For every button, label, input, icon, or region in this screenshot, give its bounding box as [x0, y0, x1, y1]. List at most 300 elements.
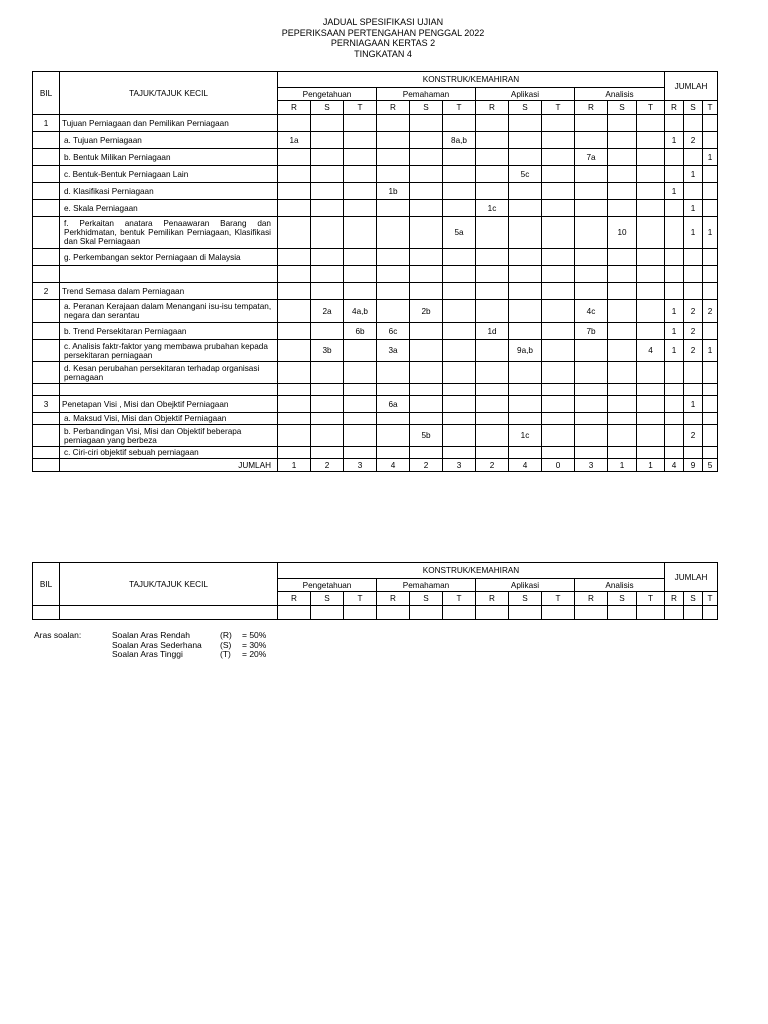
total-cell: 1 — [637, 459, 665, 472]
value-cell — [410, 323, 443, 340]
value-cell — [443, 362, 476, 384]
value-cell — [509, 200, 542, 217]
value-cell — [476, 340, 509, 362]
value-cell — [703, 362, 718, 384]
value-cell — [344, 283, 377, 300]
topic-text: d. Kesan perubahan persekitaran terhadap organisasi pernagaan — [64, 363, 260, 382]
value-cell: 1 — [703, 340, 718, 362]
value-cell — [542, 396, 575, 413]
value-cell — [311, 217, 344, 249]
value-cell: 1a — [278, 132, 311, 149]
total-cell: 4 — [665, 459, 684, 472]
note-value: = 20% — [242, 649, 267, 659]
value-cell — [637, 323, 665, 340]
value-cell — [575, 183, 608, 200]
value-cell — [703, 132, 718, 149]
value-cell — [311, 132, 344, 149]
topic-cell — [60, 217, 278, 249]
level-header: S — [410, 592, 443, 606]
total-cell: 4 — [377, 459, 410, 472]
bil-cell: 1 — [33, 115, 60, 132]
table-row — [33, 149, 718, 166]
group-header: Pengetahuan — [278, 88, 377, 101]
value-cell — [311, 396, 344, 413]
value-cell — [542, 200, 575, 217]
value-cell: 1d — [476, 323, 509, 340]
table-row — [33, 200, 718, 217]
value-cell — [608, 183, 637, 200]
value-cell — [637, 300, 665, 323]
value-cell — [476, 413, 509, 425]
value-cell — [703, 283, 718, 300]
value-cell — [665, 283, 684, 300]
value-cell: 3a — [377, 340, 410, 362]
value-cell: 2 — [684, 323, 703, 340]
topic-cell: d. Klasifikasi Perniagaan — [60, 183, 278, 200]
value-cell — [575, 166, 608, 183]
level-header: S — [684, 101, 703, 115]
topic-cell — [60, 425, 278, 447]
topic-cell: c. Bentuk-Bentuk Perniagaan Lain — [60, 166, 278, 183]
value-cell — [684, 115, 703, 132]
total-cell: 0 — [542, 459, 575, 472]
value-cell: 1c — [476, 200, 509, 217]
header-exam: PEPERIKSAAN PERTENGAHAN PENGGAL 2022 — [281, 27, 485, 38]
topic-cell — [60, 300, 278, 323]
value-cell — [665, 115, 684, 132]
topic-header: TAJUK/TAJUK KECIL — [60, 72, 278, 115]
value-cell — [443, 283, 476, 300]
value-cell: 2 — [684, 132, 703, 149]
value-cell — [476, 384, 509, 396]
value-cell: 3b — [311, 340, 344, 362]
value-cell — [509, 283, 542, 300]
value-cell — [344, 266, 377, 283]
bil-cell — [33, 425, 60, 447]
value-cell — [637, 384, 665, 396]
total-cell: 3 — [344, 459, 377, 472]
value-cell: 1 — [703, 217, 718, 249]
bil-cell — [33, 166, 60, 183]
value-cell — [377, 283, 410, 300]
total-cell: 3 — [575, 459, 608, 472]
value-cell: 6b — [344, 323, 377, 340]
value-cell — [410, 340, 443, 362]
value-cell — [542, 183, 575, 200]
value-cell — [278, 340, 311, 362]
value-cell — [703, 200, 718, 217]
topic-cell: b. Trend Persekitaran Perniagaan — [60, 323, 278, 340]
value-cell — [377, 115, 410, 132]
value-cell — [665, 413, 684, 425]
level-header: T — [703, 592, 718, 606]
value-cell — [665, 149, 684, 166]
value-cell — [377, 249, 410, 266]
value-cell — [278, 283, 311, 300]
value-cell — [542, 323, 575, 340]
value-cell — [344, 396, 377, 413]
bil-cell — [33, 249, 60, 266]
value-cell — [377, 149, 410, 166]
value-cell — [344, 425, 377, 447]
value-cell — [377, 447, 410, 459]
topic-cell — [60, 362, 278, 384]
value-cell — [311, 425, 344, 447]
topic-cell: b. Bentuk Milikan Perniagaan — [60, 149, 278, 166]
notes-label: Aras soalan: — [34, 630, 82, 640]
value-cell — [542, 283, 575, 300]
value-cell — [665, 217, 684, 249]
value-cell: 2 — [684, 340, 703, 362]
total-row — [33, 459, 718, 472]
value-cell: 1 — [703, 149, 718, 166]
topic-text: b. Perbandingan Visi, Misi dan Objektif beberapa perniagaan yang berbeza — [64, 426, 242, 445]
value-cell — [608, 384, 637, 396]
value-cell: 10 — [608, 217, 637, 249]
value-cell — [542, 249, 575, 266]
value-cell — [684, 362, 703, 384]
level-header: R — [476, 592, 509, 606]
value-cell — [575, 340, 608, 362]
topic-cell: a. Maksud Visi, Misi dan Objektif Perniagaan — [60, 413, 278, 425]
value-cell — [377, 200, 410, 217]
value-cell: 9a,b — [509, 340, 542, 362]
value-cell — [637, 413, 665, 425]
value-cell — [608, 249, 637, 266]
group-header: Analisis — [575, 579, 665, 592]
value-cell — [608, 447, 637, 459]
level-header: R — [575, 592, 608, 606]
level-header: S — [608, 592, 637, 606]
value-cell — [344, 183, 377, 200]
level-header: S — [311, 592, 344, 606]
value-cell: 8a,b — [443, 132, 476, 149]
bil-cell — [33, 149, 60, 166]
value-cell — [443, 384, 476, 396]
value-cell — [509, 396, 542, 413]
value-cell — [637, 425, 665, 447]
table-row — [33, 447, 718, 459]
value-cell — [410, 362, 443, 384]
value-cell — [377, 166, 410, 183]
total-cell: 9 — [684, 459, 703, 472]
value-cell — [311, 183, 344, 200]
topic-cell: Tujuan Perniagaan dan Pemilikan Perniagaan — [60, 115, 278, 132]
value-cell — [509, 149, 542, 166]
value-cell — [637, 396, 665, 413]
value-cell — [344, 200, 377, 217]
value-cell — [377, 362, 410, 384]
note-name: Soalan Aras Sederhana — [112, 639, 202, 650]
value-cell — [410, 217, 443, 249]
value-cell — [476, 217, 509, 249]
bil-cell — [33, 447, 60, 459]
value-cell: 1b — [377, 183, 410, 200]
value-cell — [637, 283, 665, 300]
value-cell — [311, 384, 344, 396]
group-header: Pemahaman — [377, 579, 476, 592]
value-cell — [377, 266, 410, 283]
value-cell — [410, 149, 443, 166]
value-cell — [443, 249, 476, 266]
table-row — [33, 362, 718, 384]
value-cell — [443, 200, 476, 217]
value-cell — [575, 249, 608, 266]
value-cell: 6c — [377, 323, 410, 340]
bil-cell — [33, 362, 60, 384]
value-cell — [542, 340, 575, 362]
bil-cell — [33, 384, 60, 396]
value-cell — [410, 132, 443, 149]
value-cell: 7a — [575, 149, 608, 166]
value-cell — [311, 362, 344, 384]
value-cell — [443, 115, 476, 132]
value-cell — [608, 396, 637, 413]
value-cell — [476, 362, 509, 384]
value-cell — [377, 300, 410, 323]
level-header: T — [443, 592, 476, 606]
value-cell — [509, 323, 542, 340]
value-cell — [278, 217, 311, 249]
value-cell — [608, 300, 637, 323]
value-cell — [637, 217, 665, 249]
level-header: T — [542, 101, 575, 115]
value-cell: 4a,b — [344, 300, 377, 323]
value-cell — [542, 115, 575, 132]
level-header: R — [575, 101, 608, 115]
value-cell — [703, 183, 718, 200]
total-cell: 2 — [311, 459, 344, 472]
note-name: Soalan Aras Tinggi — [112, 649, 183, 659]
value-cell — [684, 283, 703, 300]
value-cell — [575, 132, 608, 149]
value-cell — [311, 413, 344, 425]
level-header: T — [443, 101, 476, 115]
header-form: TINGKATAN 4 — [354, 48, 412, 59]
value-cell — [443, 340, 476, 362]
value-cell — [311, 200, 344, 217]
value-cell — [608, 166, 637, 183]
value-cell — [443, 425, 476, 447]
value-cell — [311, 323, 344, 340]
blank-specification-table — [32, 562, 718, 620]
value-cell — [665, 200, 684, 217]
level-header: R — [665, 101, 684, 115]
value-cell — [637, 149, 665, 166]
value-cell — [575, 447, 608, 459]
value-cell — [311, 266, 344, 283]
value-cell — [575, 396, 608, 413]
bil-cell — [33, 183, 60, 200]
table-row — [33, 340, 718, 362]
value-cell — [311, 115, 344, 132]
value-cell — [509, 183, 542, 200]
value-cell — [703, 115, 718, 132]
value-cell — [665, 166, 684, 183]
value-cell — [344, 132, 377, 149]
value-cell: 1 — [684, 166, 703, 183]
value-cell — [311, 249, 344, 266]
specification-table — [32, 71, 718, 472]
level-header: R — [476, 101, 509, 115]
value-cell — [665, 362, 684, 384]
value-cell — [443, 183, 476, 200]
value-cell — [575, 362, 608, 384]
value-cell — [278, 396, 311, 413]
value-cell — [278, 249, 311, 266]
total-cell: 2 — [476, 459, 509, 472]
value-cell — [684, 266, 703, 283]
bil-cell — [33, 266, 60, 283]
value-cell: 1 — [684, 396, 703, 413]
bil-header: BIL — [33, 563, 60, 606]
value-cell — [443, 323, 476, 340]
value-cell — [509, 249, 542, 266]
bil-cell — [33, 132, 60, 149]
bil-cell — [33, 323, 60, 340]
value-cell: 1 — [665, 340, 684, 362]
topic-cell — [60, 266, 278, 283]
topic-cell: c. Ciri-ciri objektif sebuah perniagaan — [60, 447, 278, 459]
value-cell — [608, 362, 637, 384]
value-cell — [608, 266, 637, 283]
value-cell — [278, 266, 311, 283]
value-cell — [443, 300, 476, 323]
level-header: S — [509, 101, 542, 115]
value-cell — [278, 447, 311, 459]
value-cell — [608, 425, 637, 447]
value-cell — [703, 266, 718, 283]
value-cell — [608, 413, 637, 425]
value-cell: 1 — [684, 217, 703, 249]
value-cell — [476, 266, 509, 283]
note-value: = 50% — [242, 630, 267, 640]
bil-cell: 3 — [33, 396, 60, 413]
table-row — [33, 396, 718, 413]
value-cell — [476, 132, 509, 149]
level-header: S — [311, 101, 344, 115]
value-cell — [637, 183, 665, 200]
total-label: JUMLAH — [60, 459, 278, 472]
group-header: Analisis — [575, 88, 665, 101]
value-cell — [637, 249, 665, 266]
value-cell — [278, 149, 311, 166]
table-row — [33, 425, 718, 447]
value-cell: 2b — [410, 300, 443, 323]
value-cell — [278, 183, 311, 200]
table-row — [33, 132, 718, 149]
note-name: Soalan Aras Rendah — [112, 630, 190, 640]
value-cell — [575, 413, 608, 425]
level-header: R — [665, 592, 684, 606]
value-cell — [703, 249, 718, 266]
value-cell — [665, 447, 684, 459]
value-cell: 1 — [665, 300, 684, 323]
value-cell — [278, 362, 311, 384]
table-row — [33, 115, 718, 132]
level-header: T — [542, 592, 575, 606]
level-header: T — [344, 592, 377, 606]
bil-cell: 2 — [33, 283, 60, 300]
table-row — [33, 323, 718, 340]
value-cell — [575, 217, 608, 249]
group-header: Aplikasi — [476, 579, 575, 592]
value-cell — [575, 266, 608, 283]
level-header: R — [377, 592, 410, 606]
value-cell — [542, 362, 575, 384]
value-cell — [608, 149, 637, 166]
value-cell — [443, 166, 476, 183]
bil-cell — [33, 217, 60, 249]
value-cell — [703, 166, 718, 183]
value-cell — [278, 323, 311, 340]
table-row — [33, 249, 718, 266]
value-cell — [410, 200, 443, 217]
value-cell — [344, 413, 377, 425]
value-cell — [410, 183, 443, 200]
value-cell — [344, 384, 377, 396]
topic-text: a. Peranan Kerajaan dalam Menangani isu-isu tempatan, negara dan serantau — [64, 302, 272, 320]
note-code: (S) — [220, 639, 232, 650]
total-header: JUMLAH — [665, 72, 718, 101]
value-cell — [443, 266, 476, 283]
total-cell: 1 — [608, 459, 637, 472]
topic-cell: g. Perkembangan sektor Perniagaan di Malaysia — [60, 249, 278, 266]
value-cell: 1 — [684, 200, 703, 217]
value-cell — [344, 249, 377, 266]
table-row — [33, 166, 718, 183]
level-header: T — [344, 101, 377, 115]
value-cell — [703, 384, 718, 396]
value-cell — [684, 447, 703, 459]
total-header: JUMLAH — [665, 563, 718, 592]
bil-cell — [33, 200, 60, 217]
value-cell — [311, 149, 344, 166]
value-cell — [278, 413, 311, 425]
level-header: S — [608, 101, 637, 115]
value-cell — [542, 149, 575, 166]
bil-cell — [33, 413, 60, 425]
group-header: Pengetahuan — [278, 579, 377, 592]
value-cell — [575, 200, 608, 217]
value-cell — [665, 266, 684, 283]
value-cell — [684, 183, 703, 200]
table-row — [33, 217, 718, 249]
value-cell — [476, 183, 509, 200]
value-cell — [509, 300, 542, 323]
value-cell — [509, 132, 542, 149]
value-cell — [410, 447, 443, 459]
value-cell — [344, 447, 377, 459]
value-cell — [344, 149, 377, 166]
value-cell — [344, 340, 377, 362]
value-cell — [542, 413, 575, 425]
value-cell — [637, 115, 665, 132]
construct-header: KONSTRUK/KEMAHIRAN — [278, 72, 665, 88]
value-cell — [542, 384, 575, 396]
value-cell — [542, 217, 575, 249]
value-cell: 4 — [637, 340, 665, 362]
table-row — [33, 183, 718, 200]
value-cell — [542, 300, 575, 323]
note-value: = 30% — [242, 639, 267, 650]
value-cell: 2 — [703, 300, 718, 323]
value-cell: 1 — [665, 323, 684, 340]
total-cell: 3 — [443, 459, 476, 472]
value-cell — [665, 249, 684, 266]
value-cell — [684, 384, 703, 396]
value-cell — [684, 413, 703, 425]
